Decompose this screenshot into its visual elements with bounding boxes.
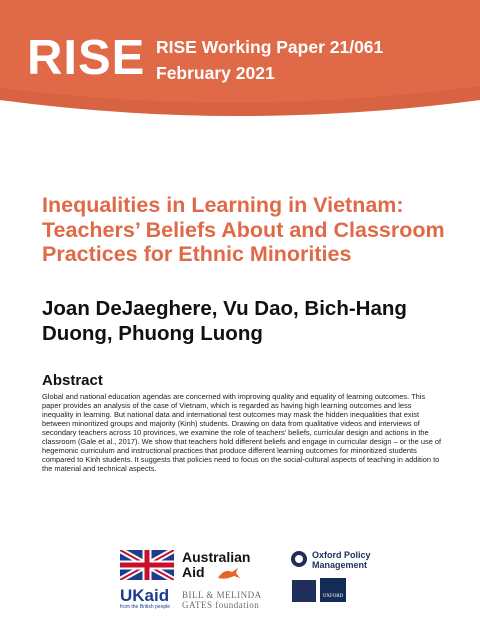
blavatnik-school-logo	[292, 580, 316, 602]
oxford-university-logo: OXFORD	[320, 578, 346, 602]
paper-authors: Joan DeJaeghere, Vu Dao, Bich-Hang Duong, Phuong Luong	[42, 297, 407, 345]
funder-logos	[0, 540, 480, 618]
australian-aid-wordmark: Australian Aid	[182, 549, 251, 580]
kangaroo-icon	[216, 566, 242, 580]
working-paper-number: RISE Working Paper 21/061	[156, 37, 384, 57]
opm-wordmark: Oxford Policy Management	[312, 550, 371, 570]
union-flag-icon	[120, 550, 174, 580]
abstract-text: Global and national education agendas are concerned with improving quality and equality of learning outcomes. This paper provides an analysis of the case of Vietnam, which is regarded as having high learning outcomes and less inequality in learning. But national data and international test outcomes may mask the hidden inequalities that exist between minoritized groups and majority (Kinh) students. Drawing on data from qualitative videos and interviews of secondary teachers across 10 provinces, we examine the role of teachers’ beliefs, curricular design and actions in the classroom (Gale et al., 2017). We show that teachers hold different beliefs and engage in curricular design – or the use of hegemonic curriculum and instructional practices that produce different learning outcomes for minoritized students compared to Kinh students. It suggests that policies need to focus on the social-cultural aspects of teaching in addition to the material and technical aspects.	[42, 392, 442, 474]
rise-logo: RISE	[27, 31, 146, 85]
ukaid-wordmark: UKaid	[120, 586, 170, 605]
header-band	[0, 0, 480, 116]
working-paper-info	[156, 34, 383, 86]
abstract-heading: Abstract	[42, 372, 103, 389]
ukaid-logo	[120, 550, 174, 610]
australian-aid-logo	[182, 550, 262, 580]
paper-title: Inequalities in Learning in Vietnam: Teachers’ Beliefs About and Classroom Practices for Ethnic Minorities	[42, 193, 445, 266]
gates-foundation-logo: BILL & MELINDA GATES foundation	[182, 590, 262, 610]
opm-logo	[290, 550, 410, 573]
publication-date: February 2021	[156, 63, 275, 83]
opm-mark-icon	[290, 550, 308, 568]
ukaid-tagline: from the British people	[120, 604, 171, 610]
